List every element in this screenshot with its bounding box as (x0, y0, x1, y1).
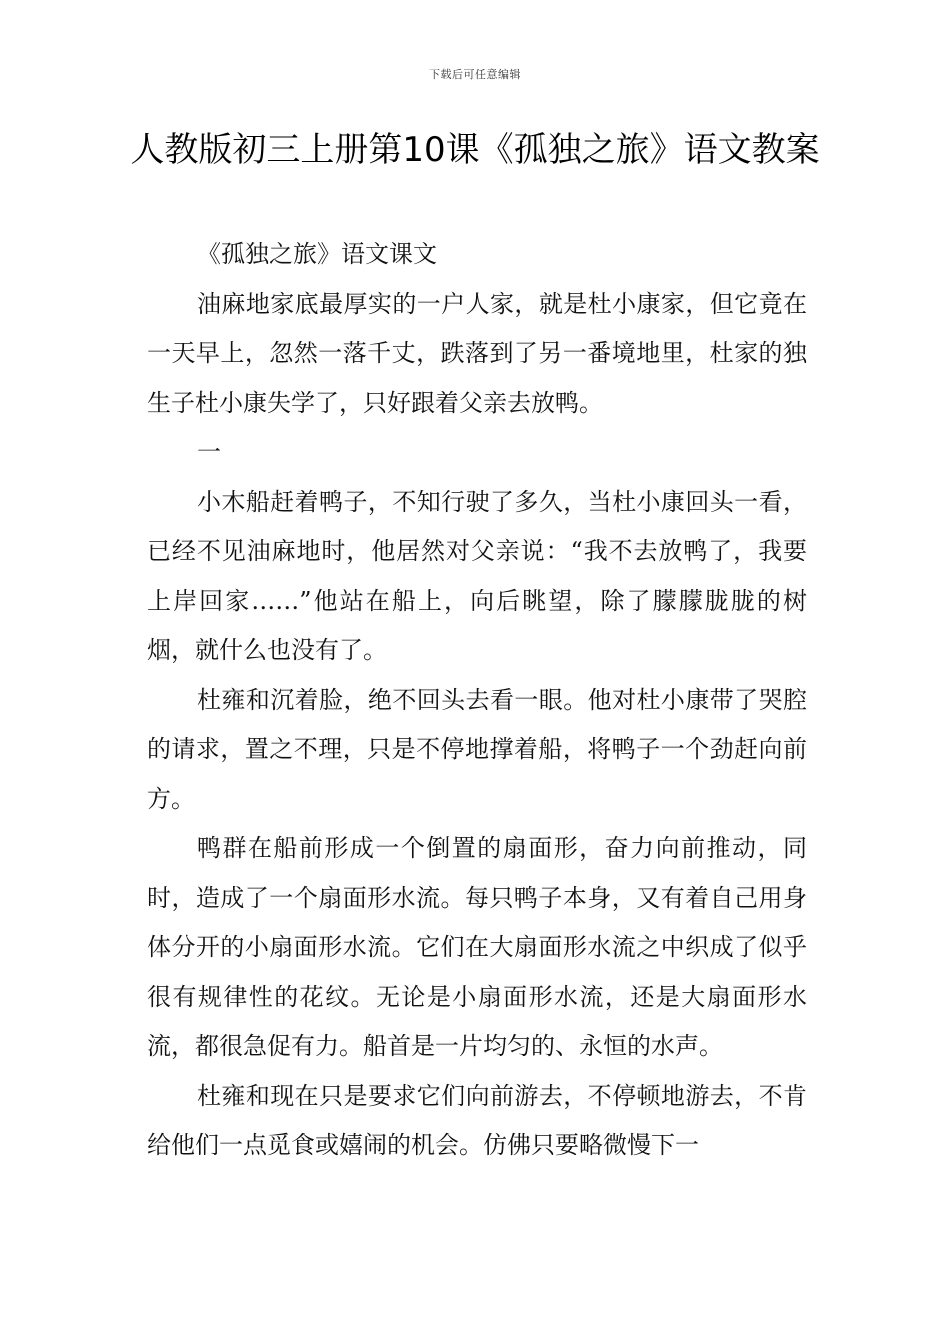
paragraph: 杜雍和现在只是要求它们向前游去，不停顿地游去，不肯给他们一点觅食或嬉闹的机会。仿佛只要略微慢下一 (147, 1081, 807, 1159)
paragraph: 鸭群在船前形成一个倒置的扇面形，奋力向前推动，同时，造成了一个扇面形水流。每只鸭子本身，又有着自己用身体分开的小扇面形水流。它们在大扇面形水流之中织成了似乎很有规律性的花纹。无论是小扇面形水流，还是大扇面形水流，都很急促有力。船首是一片均匀的、永恒的水声。 (147, 834, 807, 1060)
paragraph-text-heading: 《孤独之旅》语文课文 (197, 240, 437, 268)
header-note: 下载后可任意编辑 (429, 68, 521, 81)
paragraph: 油麻地家底最厚实的一户人家，就是杜小康家，但它竟在一天早上，忽然一落千丈，跌落到了另一番境地里，杜家的独生子杜小康失学了，只好跟着父亲去放鸭。 (147, 289, 807, 417)
paragraph: 小木船赶着鸭子，不知行驶了多久，当杜小康回头一看，已经不见油麻地时，他居然对父亲说：“我不去放鸭了，我要上岸回家……”他站在船上，向后眺望，除了朦朦胧胧的树烟，就什么也没有了。 (147, 487, 807, 664)
section-number: 一 (197, 438, 221, 466)
paragraph: 杜雍和沉着脸，绝不回头去看一眼。他对杜小康带了哭腔的请求，置之不理，只是不停地撑着船，将鸭子一个劲赶向前方。 (147, 685, 807, 813)
document-title: 人教版初三上册第10课《孤独之旅》语文教案 (130, 130, 820, 170)
document-body (147, 230, 807, 1171)
